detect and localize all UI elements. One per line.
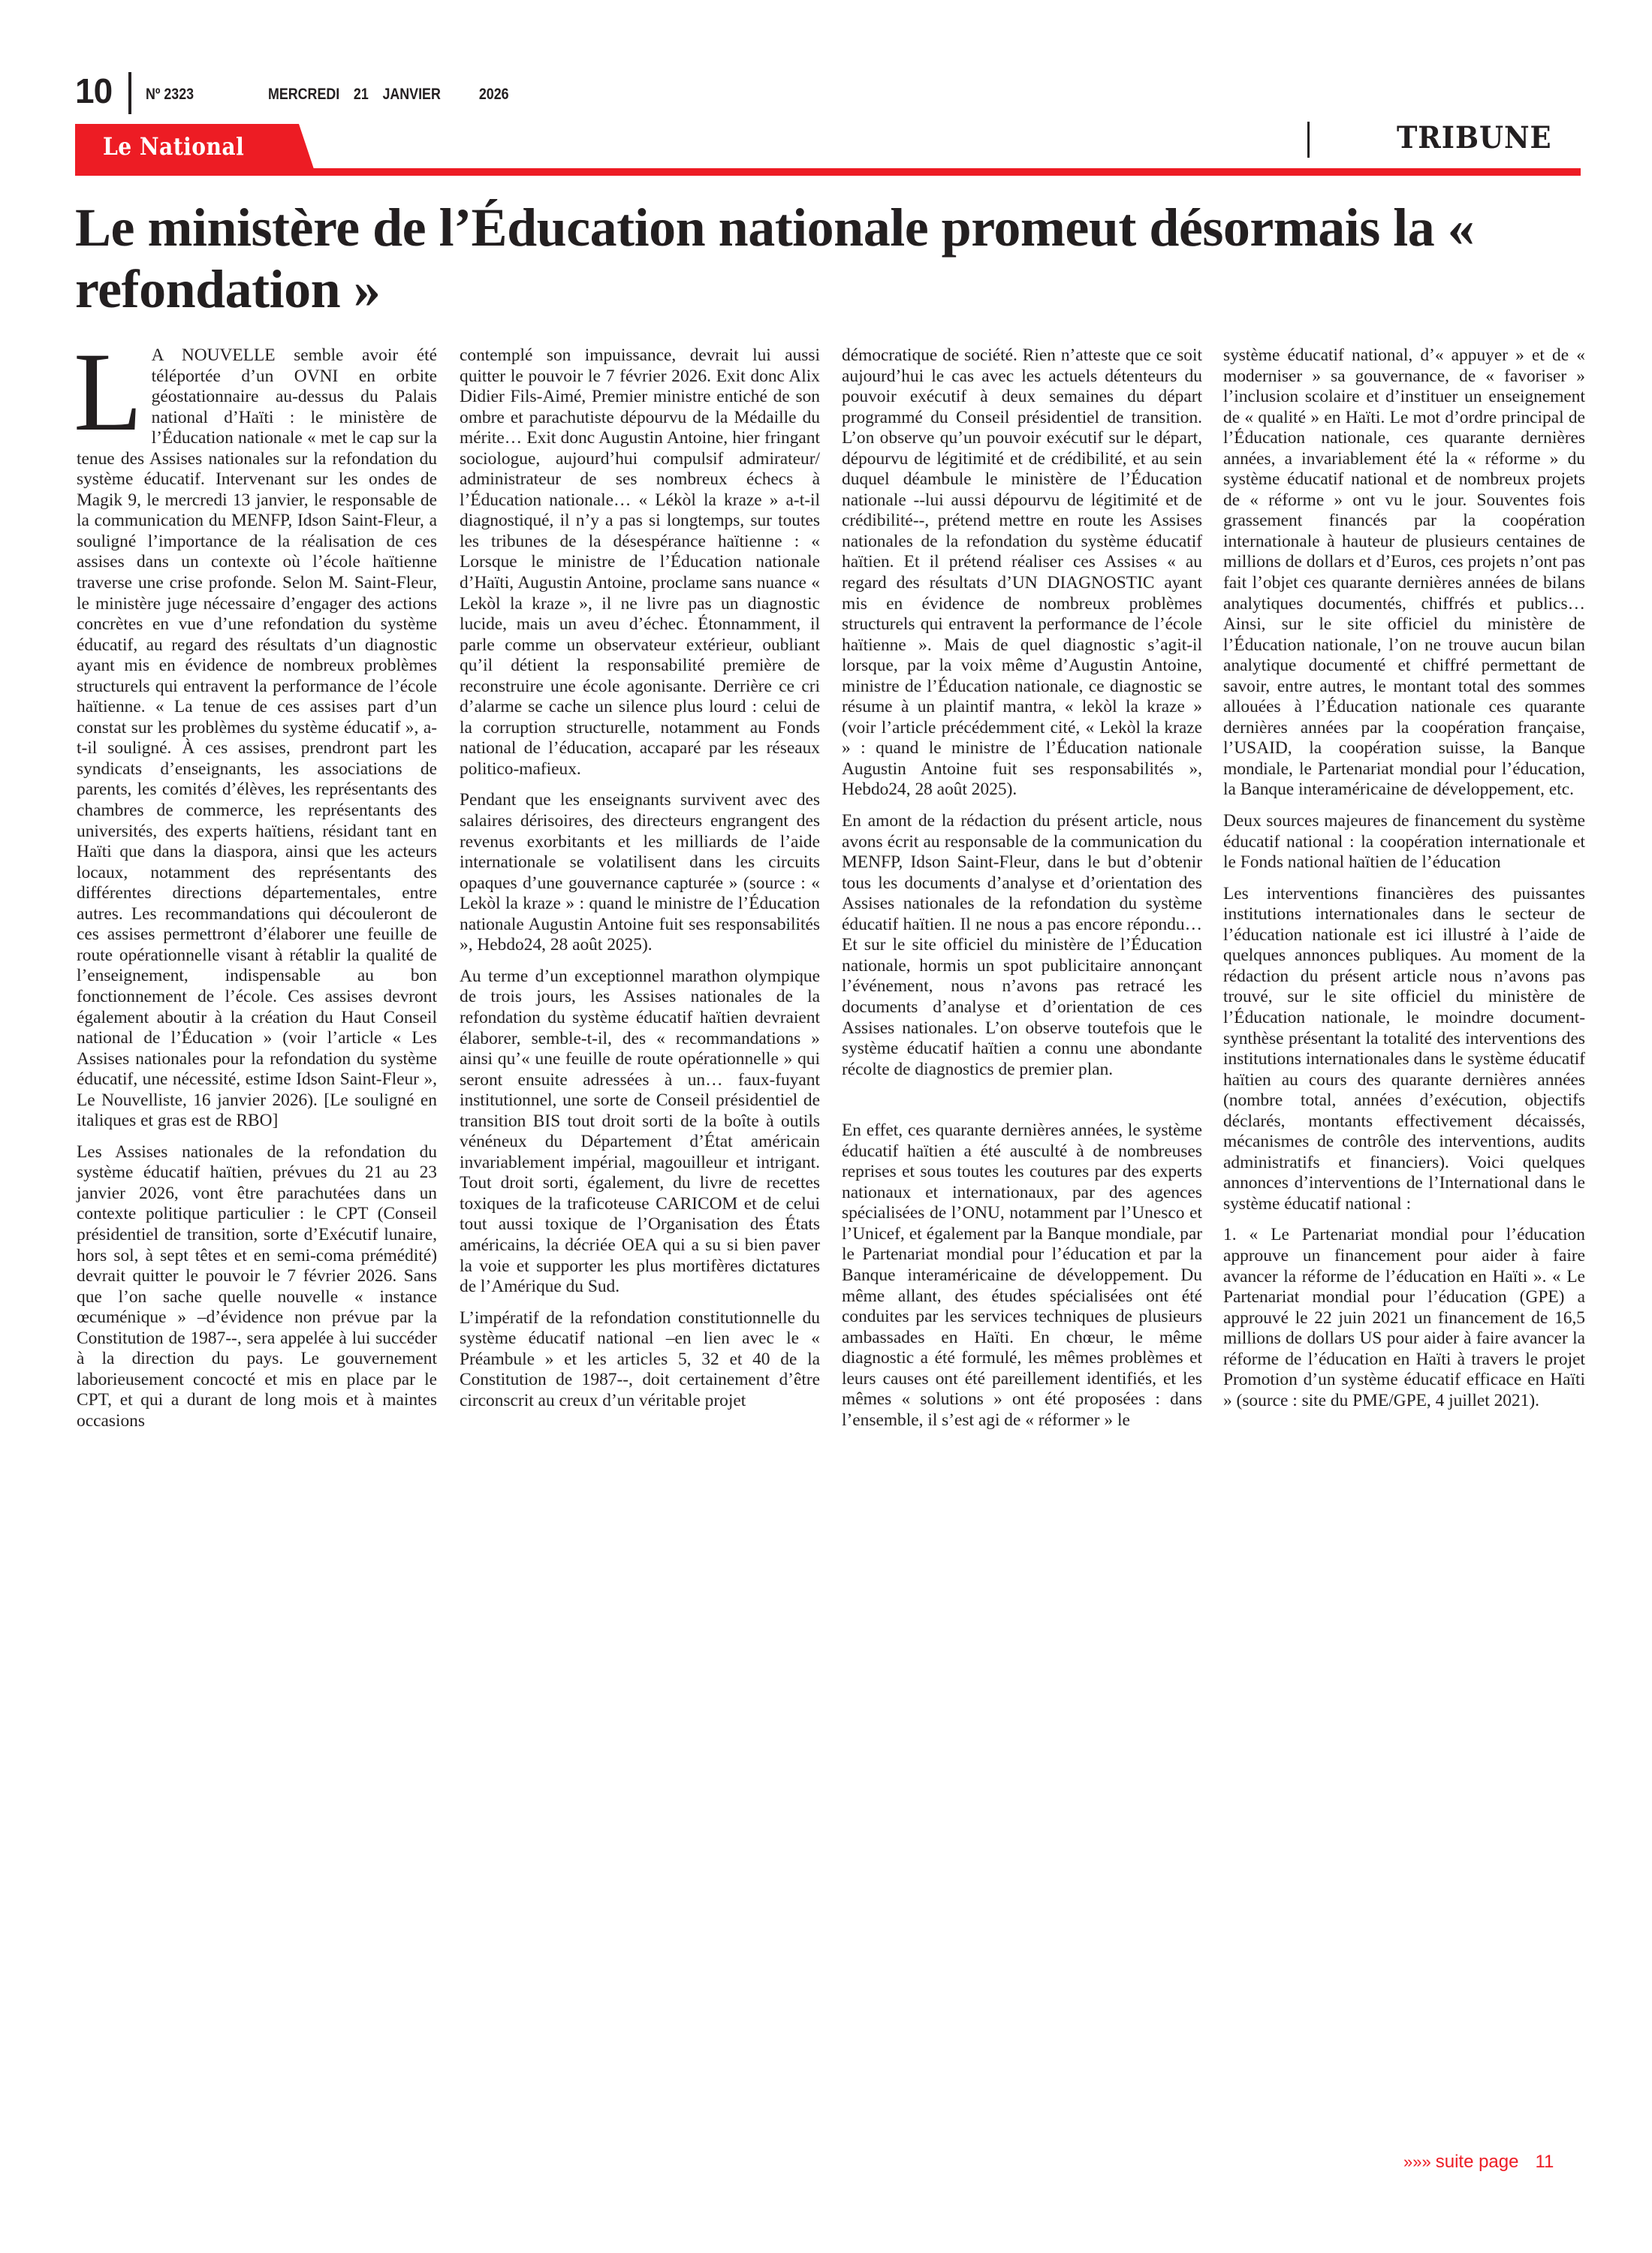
date-year: 2026 bbox=[478, 86, 509, 103]
date-day: 21 bbox=[353, 86, 369, 103]
paragraph-text: A NOUVELLE semble avoir été téléportée d’un OVNI en orbite géostationnaire au-dessus du Palais national d’Haïti : le ministère de l’Éducation nationale « met le cap sur la tenue des Assises nationales sur la refondation du système éducatif. Intervenant sur les ondes de Magik 9, le mercredi 13 janvier, le responsable de la communication du MENFP, Idson Saint-Fleur, a souligné l’importance de la réalisation de ces assises dans un contexte où l’école haïtienne traverse une crise profonde. Selon M. Saint-Fleur, le ministère juge nécessaire d’engager des actions concrètes en vue d’une refondation du système éducatif, au regard des résultats d’un diagnostic ayant mis en évidence de nombreux problèmes structurels qui entravent la performance de l’école haïtienne. « La tenue de ces assises part d’un constat sur les problèmes du système éducatif », a-t-il souligné. À ces assises, prendront part les syndicats d’enseignants, les associations de parents, les comités d’élèves, les représentants des chambres de commerce, les représentants des universités, des experts haïtiens, résidant tant en Haïti que dans la diaspora, ainsi que les acteurs locaux, notamment des représentants des différentes directions départementales, entre autres. Les recommandations qui découleront de ces assises permettront d’élaborer une feuille de route opérationnelle visant à rétablir la qualité de l’enseignement, indispensable au bon fonctionnement de l’école. Ces assises devront également aboutir à la création du Haut Conseil national de l’Éducation » (voir l’article « Les Assises nationales pour la refondation du système éducatif, une nécessité, estime Idson Saint-Fleur », Le Nouvelliste, 16 janvier 2026). [Le souligné en italiques et gras est de RBO] bbox=[77, 345, 437, 1131]
paragraph: système éducatif national, d’« appuyer » et de « moderniser » sa gouvernance, de « favoriser » l’inclusion scolaire et d’instituer un enseignement de « qualité » en Haïti. Le mot d’ordre principal de l’Éducation nationale, ces quarante dernières années, a invariablement été la « réforme » du système éducatif national et de nombreux projets de « réforme » ont vu le jour. Souventes fois grassement financés par la coopération internationale à hauteur de plusieurs centaines de millions de dollars et d’Euros, ces projets n’ont pas fait l’objet ces quarante dernières années de bilans analytiques documentés, chiffrés et publics… Ainsi, sur le site officiel du ministère de l’Éducation nationale, l’on ne trouve aucun bilan analytique documenté et chiffré permettant de savoir, entre autres, le montant total des sommes allouées à l’Éducation nationale ces quarante dernières années par la coopération française, l’USAID, la coopération suisse, la Banque mondiale, le Partenariat mondial pour l’éducation, la Banque interaméricaine de développement, etc. bbox=[1223, 345, 1585, 800]
paragraph: 1. « Le Partenariat mondial pour l’éducation approuve un financement pour aider à faire avancer la réforme de l’éducation en Haïti ». « Le Partenariat mondial pour l’éducation (GPE) a approuvé le 22 juin 2021 un financement de 16,5 millions de dollars US pour aider à faire avancer la réforme de l’éducation en Haïti à travers le projet Promotion d’un système éducatif efficace en Haïti » (source : site du PME/GPE, 4 juillet 2021). bbox=[1223, 1225, 1585, 1410]
paragraph: Au terme d’un exceptionnel marathon olympique de trois jours, les Assises nationales de la refondation du système éducatif haïtien devraient élaborer, semble-t-il, des « recommandations » ainsi qu’« une feuille de route opérationnelle » qui seront ensuite adressées à un… faux-fuyant institutionnel, une sorte de Conseil présidentiel de transition BIS tout droit sorti de la boîte à outils vénéneux du Département d’État américain invariablement impérial, magouilleur et intrigant. Tout droit sorti, également, du livre de recettes toxiques de la traficoteuse CARICOM et de celui tout aussi toxique de l’Organisation des États américains, la décriée OEA qui a su si bien paver la voie et supporter les plus mortifères dictatures de l’Amérique du Sud. bbox=[460, 966, 820, 1297]
header-red-rule bbox=[75, 168, 1581, 176]
article-column-1 bbox=[74, 330, 437, 1442]
continue-arrows-icon: »»» bbox=[1403, 2152, 1431, 2171]
section-banner-label: Le National bbox=[103, 132, 245, 161]
paragraph: Les interventions financières des puissantes institutions internationales dans le secteur de l’éducation nationale est ici illustré à l’aide de quelques annonces publiques. Au moment de la rédaction du présent article nous n’avons pas trouvé, sur le site officiel du ministère de l’Éducation nationale, le moindre document-synthèse présentant la totalité des interventions des institutions internationales dans le système éducatif haïtien au cours des quarante dernières années (nombre total, années d’exécution, objectifs déclarés, montants effectivement décaissés, mécanismes de contrôle des interventions, audits administratifs et financiers). Voici quelques annonces d’interventions de l’International dans le système éducatif national : bbox=[1223, 883, 1585, 1214]
paragraph: En amont de la rédaction du présent article, nous avons écrit au responsable de la communication du MENFP, Idson Saint-Fleur, dans le but d’obtenir tous les documents d’analyse et d’orientation des Assises nationales de la refondation du système éducatif haïtien. Il ne nous a pas encore répondu… Et sur le site officiel du ministère de l’Éducation nationale, hormis un spot publicitaire annonçant l’événement, nous n’avons pas retracé les documents d’analyse et d’orientation de ces Assises nationales. L’on observe toutefois que le système éducatif haïtien a connu une abondante récolte de diagnostics de premier plan. bbox=[842, 811, 1202, 1079]
continued-on-page-link[interactable] bbox=[1403, 2151, 1554, 2173]
paragraph bbox=[74, 330, 437, 1132]
page-number: 10 bbox=[75, 71, 113, 110]
paragraph: contemplé son impuissance, devrait lui aussi quitter le pouvoir le 7 février 2026. Exit donc Alix Didier Fils-Aimé, Premier ministre entiché de son ombre et parachutiste dépourvu de la Médaille du mérite… Exit donc Augustin Antoine, hier fringant sociologue, aujourd’hui compulsif admirateur/ administrateur de ses nombreux échecs à l’Éducation nationale… « Lékòl la kraze » a-t-il diagnostiqué, il n’y a pas si longtemps, sur toutes les tribunes de la désespérance haïtienne : « Lorsque le ministre de l’Éducation nationale d’Haïti, Augustin Antoine, proclame sans nuance « Lekòl la kraze », il ne livre pas un diagnostic lucide, mais un aveu d’échec. Étonnamment, il parle comme un observateur extérieur, oubliant qu’il détient la responsabilité première de reconstruire une école agonisante. Derrière ce cri d’alarme se cache un silence plus lourd : celui de la corruption structurelle, notamment au Fonds national de l’éducation, accaparé par les réseaux politico-mafieux. bbox=[460, 345, 820, 779]
continue-page-number: 11 bbox=[1535, 2152, 1554, 2172]
continue-label: suite page bbox=[1435, 2152, 1519, 2172]
date-weekday: MERCREDI bbox=[268, 86, 340, 103]
paragraph: Les Assises nationales de la refondation du système éducatif haïtien, prévues du 21 au 23 janvier 2026, vont être parachutées dans un contexte politique particulier : le CPT (Conseil présidentiel de transition, sorte d’Exécutif lunaire, hors sol, à sept têtes et en semi-coma prémédité) devrait quitter le pouvoir le 7 février 2026. Sans que l’on sache quelle nouvelle « instance œcuménique » –d’évidence non prévue par la Constitution de 1987--, sera appelée à lui succéder à la direction du pays. Le gouvernement laborieusement concocté et mis en place par le CPT, et qui a durant de long mois et à maintes occasions bbox=[77, 1142, 437, 1431]
paragraph: démocratique de société. Rien n’atteste que ce soit aujourd’hui le cas avec les actuels détenteurs du pouvoir exécutif à deux semaines du départ programmé du Conseil présidentiel de transition. L’on observe qu’un pouvoir exécutif sur le départ, dépourvu de légitimité et de crédibilité, et au sein duquel déambule le ministère de l’Éducation nationale --lui aussi dépourvu de légitimité et de crédibilité--, prétend mettre en route les Assises nationales de la refondation du système éducatif haïtien. Et il prétend réaliser ces Assises « au regard des résultats d’UN DIAGNOSTIC ayant mis en évidence de nombreux problèmes structurels qui entravent la performance de l’école haïtienne ». Mais de quel diagnostic s’agit-il lorsque, par la voix même d’Augustin Antoine, ministre de l’Éducation nationale, ce diagnostic se résume à un plaintif mantra, « lekòl la kraze » (voir l’article précédemment cité, « Lekòl la kraze » : quand le ministre de l’Éducation nationale Augustin Antoine fuit ses responsabilités », Hebdo24, 28 août 2025). bbox=[842, 345, 1202, 800]
section-label: TRIBUNE bbox=[1397, 120, 1552, 155]
issue-date bbox=[268, 86, 523, 104]
paragraph: L’impératif de la refondation constitutionnelle du système éducatif national –en lien avec le « Préambule » et les articles 5, 32 et 40 de la Constitution de 1987--, doit certainement d’être circonscrit au creux d’un véritable projet bbox=[460, 1307, 820, 1410]
paragraph: Pendant que les enseignants survivent avec des salaires dérisoires, des directeurs engrangent des revenus exorbitants et les milliards de l’aide internationale se volatilisent dans les circuits opaques d’une gouvernance capturée » (source : « Lekòl la kraze » : quand le ministre de l’Éducation nationale Augustin Antoine fuit ses responsabilités », Hebdo24, 28 août 2025). bbox=[460, 790, 820, 955]
article-column-2 bbox=[460, 345, 820, 1422]
article-column-3 bbox=[842, 345, 1202, 1441]
issue-number: Nº 2323 bbox=[146, 86, 194, 103]
paragraph: En effet, ces quarante dernières années, le système éducatif haïtien a été ausculté à de nombreuses reprises et sous toutes les coutures par des experts nationaux et internationaux, par des agences spécialisées de l’ONU, notamment par l’Unesco et l’Unicef, et également par la Banque mondiale, par le Partenariat mondial pour l’éducation et par la Banque interaméricaine de développement. Du même allant, des études spécialisées ont été conduites par les services techniques de plusieurs ambassades en Haïti. En chœur, le même diagnostic a été formulé, les mêmes problèmes et leurs causes ont été pareillement identifiés, et les mêmes « solutions » ont été proposées : dans l’ensemble, il s’est agi de « réformer » le bbox=[842, 1120, 1202, 1430]
article-headline: Le ministère de l’Éducation nationale promeut désormais la « refondation » bbox=[75, 198, 1475, 319]
subheading-paragraph: Deux sources majeures de financement du système éducatif national : la coopération internationale et le Fonds national haïtien de l’éducation bbox=[1223, 811, 1585, 873]
section-banner bbox=[75, 124, 315, 169]
article-column-4 bbox=[1223, 345, 1585, 1422]
date-month: JANVIER bbox=[382, 86, 441, 103]
dropcap: L bbox=[74, 330, 143, 454]
header-divider bbox=[128, 72, 131, 114]
section-divider bbox=[1307, 122, 1310, 158]
